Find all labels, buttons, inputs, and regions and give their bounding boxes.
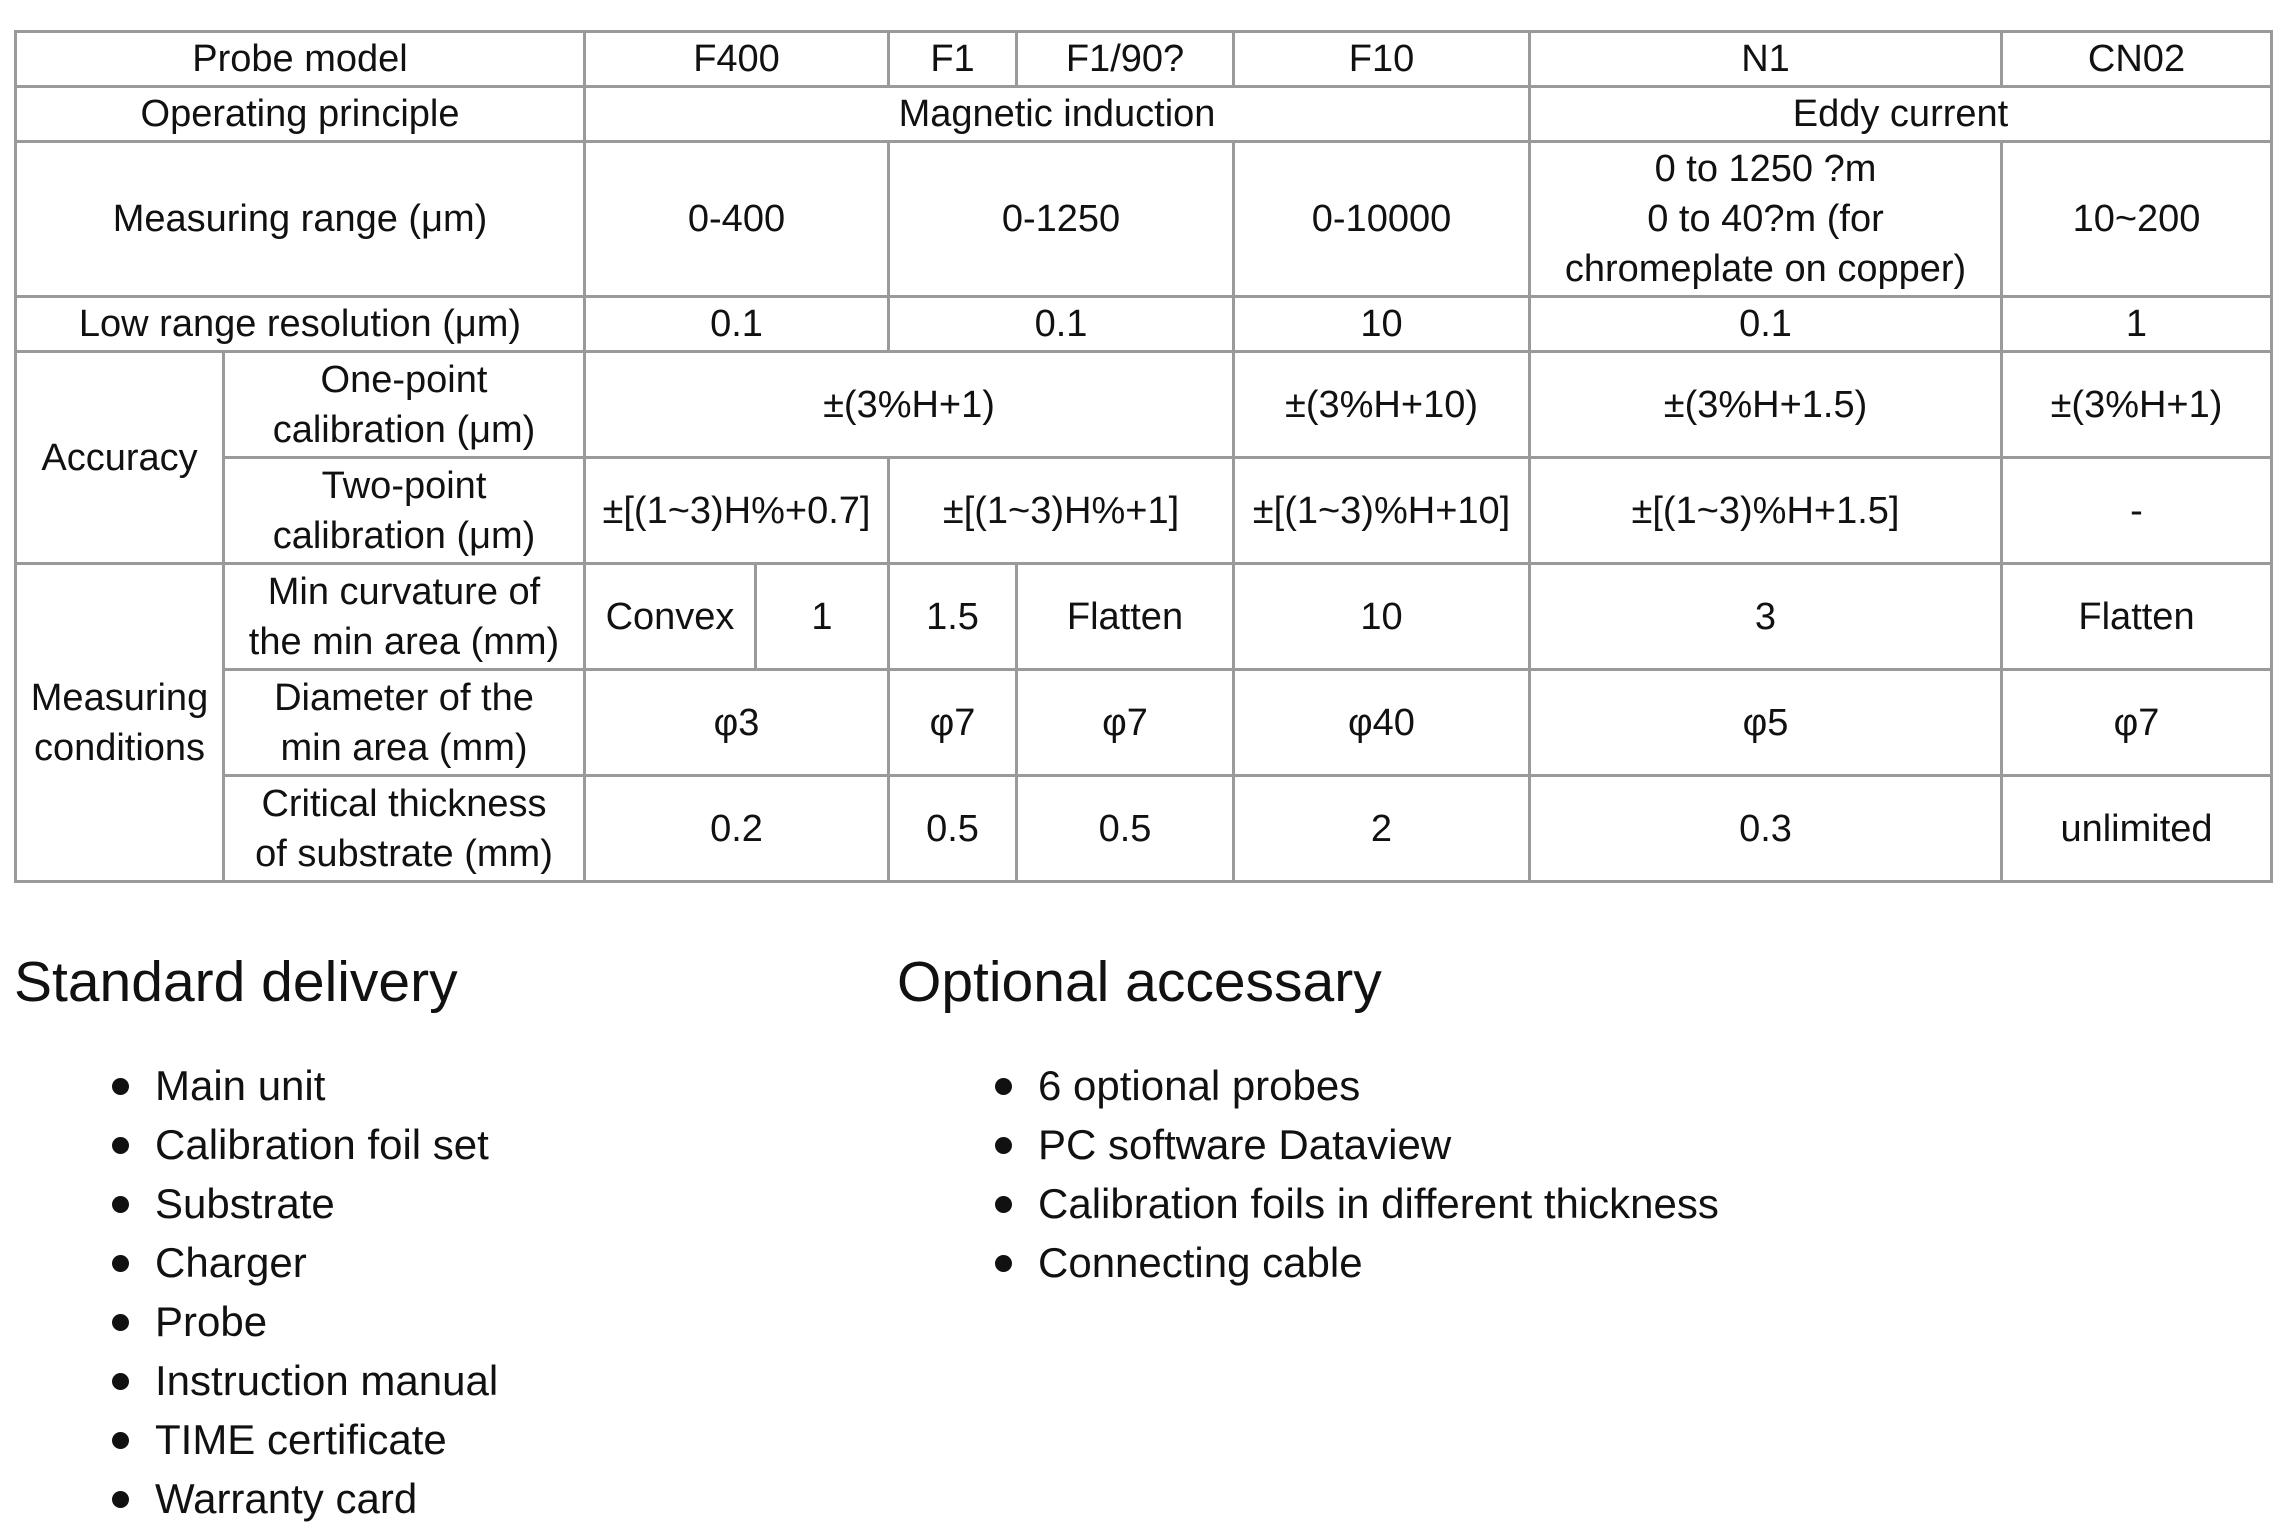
one-point-label-line1: One-point: [320, 358, 488, 401]
model-f400: F400: [585, 32, 889, 87]
list-item: [14, 1056, 874, 1115]
critical-thickness-row: [16, 776, 2272, 882]
critical-thickness-label-line1: Critical thickness: [261, 782, 547, 825]
range-n1-line2: 0 to 40?m (for: [1647, 198, 1884, 240]
list-item-text: Warranty card: [155, 1475, 418, 1522]
two-point-f1: ±[(1~3)H%+1]: [889, 458, 1234, 564]
range-f10: 0-10000: [1234, 142, 1530, 297]
diameter-f400: φ3: [585, 670, 889, 776]
critical-thickness-label-line2: of substrate (mm): [255, 832, 553, 875]
range-n1: [1530, 142, 2002, 297]
list-item-text: Charger: [155, 1239, 307, 1286]
principle-magnetic: Magnetic induction: [585, 87, 1530, 142]
measuring-conditions-line2: conditions: [33, 726, 206, 769]
diameter-label-line2: min area (mm): [280, 726, 528, 769]
two-point-f400: ±[(1~3)H%+0.7]: [585, 458, 889, 564]
accuracy-label: Accuracy: [16, 352, 224, 564]
standard-delivery-heading: Standard delivery: [14, 950, 458, 1014]
bullet-icon: [995, 1137, 1012, 1154]
list-item-text: Substrate: [155, 1180, 335, 1227]
bullet-icon: [112, 1137, 129, 1154]
two-point-label-line2: calibration (μm): [272, 514, 536, 557]
measuring-conditions-label: [16, 564, 224, 882]
two-point-label: [224, 458, 585, 564]
operating-principle-label: Operating principle: [16, 87, 585, 142]
standard-delivery-section: [14, 948, 874, 1528]
optional-accessary-heading: Optional accessary: [897, 950, 1382, 1014]
list-item: [14, 1292, 874, 1351]
resolution-f400: 0.1: [585, 297, 889, 352]
measuring-range-row: [16, 142, 2272, 297]
list-item: [14, 1410, 874, 1469]
bullet-icon: [112, 1373, 129, 1390]
range-cn02: 10~200: [2002, 142, 2272, 297]
optional-accessary-list: [897, 1056, 2097, 1292]
diameter-label-line1: Diameter of the: [274, 676, 534, 719]
critical-thickness-label: [224, 776, 585, 882]
resolution-row: [16, 297, 2272, 352]
thickness-f1: 0.5: [889, 776, 1017, 882]
one-point-row: [16, 352, 2272, 458]
bullet-icon: [112, 1432, 129, 1449]
curvature-f10: 10: [1234, 564, 1530, 670]
operating-principle-row: [16, 87, 2272, 142]
list-item: [14, 1469, 874, 1528]
probe-model-row: [16, 32, 2272, 87]
probe-model-label: Probe model: [16, 32, 585, 87]
curvature-f1: 1.5: [889, 564, 1017, 670]
thickness-f1-90: 0.5: [1017, 776, 1234, 882]
diameter-cn02: φ7: [2002, 670, 2272, 776]
two-point-row: [16, 458, 2272, 564]
curvature-n1: 3: [1530, 564, 2002, 670]
list-item: [897, 1174, 2097, 1233]
bullet-icon: [112, 1314, 129, 1331]
diameter-f10: φ40: [1234, 670, 1530, 776]
one-point-f10: ±(3%H+10): [1234, 352, 1530, 458]
thickness-cn02: unlimited: [2002, 776, 2272, 882]
one-point-label-line2: calibration (μm): [272, 408, 536, 451]
curvature-cn02: Flatten: [2002, 564, 2272, 670]
one-point-magnetic: ±(3%H+1): [585, 352, 1234, 458]
list-item: [897, 1233, 2097, 1292]
two-point-f10: ±[(1~3)%H+10]: [1234, 458, 1530, 564]
model-n1: N1: [1530, 32, 2002, 87]
list-item-text: Instruction manual: [155, 1357, 499, 1404]
resolution-cn02: 1: [2002, 297, 2272, 352]
resolution-f10: 10: [1234, 297, 1530, 352]
principle-eddy: Eddy current: [1530, 87, 2272, 142]
list-item-text: Main unit: [155, 1062, 326, 1109]
list-item-text: Calibration foil set: [155, 1121, 489, 1168]
bullet-icon: [112, 1491, 129, 1508]
thickness-f400: 0.2: [585, 776, 889, 882]
bullet-icon: [112, 1078, 129, 1095]
model-f1: F1: [889, 32, 1017, 87]
resolution-n1: 0.1: [1530, 297, 2002, 352]
range-f1: 0-1250: [889, 142, 1234, 297]
min-curvature-label-line2: the min area (mm): [248, 620, 560, 663]
list-item: [897, 1056, 2097, 1115]
list-item: [897, 1115, 2097, 1174]
model-f1-90: F1/90?: [1017, 32, 1234, 87]
min-curvature-label: [224, 564, 585, 670]
two-point-cn02: -: [2002, 458, 2272, 564]
list-item-text: 6 optional probes: [1038, 1062, 1361, 1109]
list-item: [14, 1174, 874, 1233]
bullet-icon: [995, 1255, 1012, 1272]
range-n1-line1: 0 to 1250 ?m: [1654, 148, 1877, 190]
measuring-range-label: Measuring range (μm): [16, 142, 585, 297]
two-point-n1: ±[(1~3)%H+1.5]: [1530, 458, 2002, 564]
min-curvature-row: [16, 564, 2272, 670]
measuring-conditions-line1: Measuring: [30, 676, 209, 719]
list-item-text: Probe: [155, 1298, 268, 1345]
probe-spec-table: [14, 30, 2273, 883]
list-item: [14, 1351, 874, 1410]
resolution-f1: 0.1: [889, 297, 1234, 352]
list-item-text: Calibration foils in different thickness: [1038, 1180, 1719, 1227]
bullet-icon: [112, 1196, 129, 1213]
curvature-f1-90: Flatten: [1017, 564, 1234, 670]
diameter-f1: φ7: [889, 670, 1017, 776]
diameter-label: [224, 670, 585, 776]
curvature-f400-convex: Convex: [585, 564, 756, 670]
one-point-n1: ±(3%H+1.5): [1530, 352, 2002, 458]
one-point-cn02: ±(3%H+1): [2002, 352, 2272, 458]
diameter-row: [16, 670, 2272, 776]
bullet-icon: [112, 1255, 129, 1272]
model-cn02: CN02: [2002, 32, 2272, 87]
model-f10: F10: [1234, 32, 1530, 87]
list-item: [14, 1233, 874, 1292]
range-f400: 0-400: [585, 142, 889, 297]
diameter-f1-90: φ7: [1017, 670, 1234, 776]
two-point-label-line1: Two-point: [321, 464, 487, 507]
curvature-f400-value: 1: [756, 564, 889, 670]
list-item-text: Connecting cable: [1038, 1239, 1363, 1286]
one-point-label: [224, 352, 585, 458]
resolution-label: Low range resolution (μm): [16, 297, 585, 352]
list-item-text: PC software Dataview: [1038, 1121, 1452, 1168]
thickness-n1: 0.3: [1530, 776, 2002, 882]
bullet-icon: [995, 1078, 1012, 1095]
diameter-n1: φ5: [1530, 670, 2002, 776]
min-curvature-label-line1: Min curvature of: [267, 570, 541, 613]
thickness-f10: 2: [1234, 776, 1530, 882]
standard-delivery-list: [14, 1056, 874, 1528]
range-n1-line3: chromeplate on copper): [1564, 248, 1967, 290]
list-item: [14, 1115, 874, 1174]
list-item-text: TIME certificate: [155, 1416, 447, 1463]
optional-accessary-section: [897, 948, 2097, 1292]
bullet-icon: [995, 1196, 1012, 1213]
